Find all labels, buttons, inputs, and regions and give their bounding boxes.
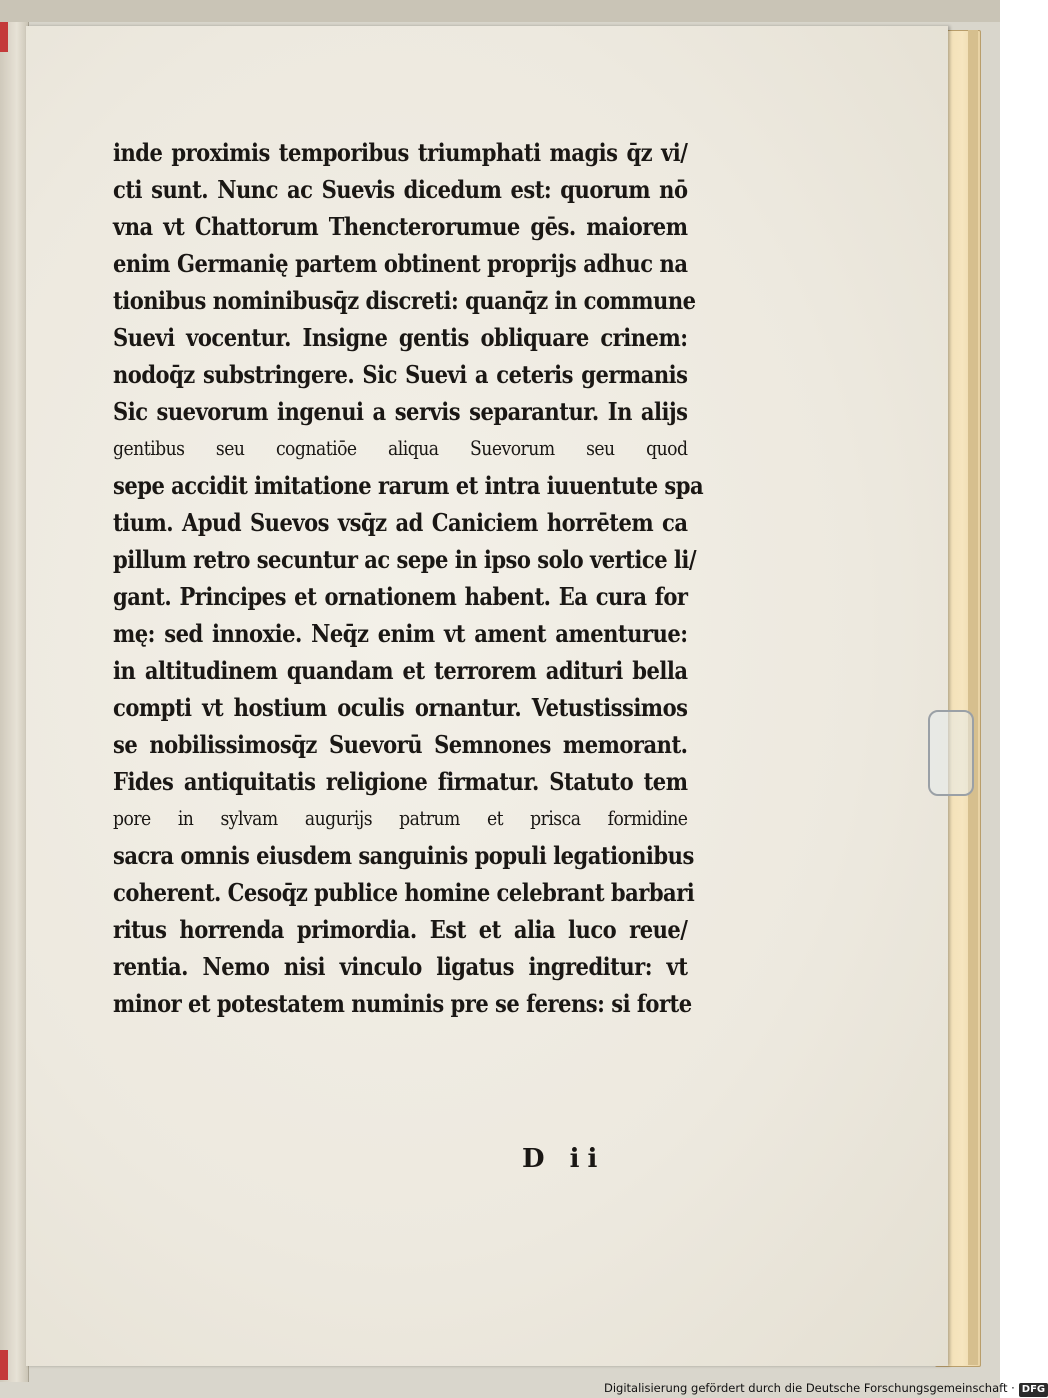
- signature-mark: D ii: [522, 1144, 606, 1174]
- page-text-block: [113, 134, 704, 1022]
- book-page: [26, 26, 948, 1366]
- book-cover-left: [0, 22, 29, 1382]
- spine-bookmark-top: [0, 22, 8, 52]
- dfg-logo: DFG: [1019, 1383, 1048, 1397]
- text-line: rentia. Nemo nisi vinculo ligatus ingreditur: vt: [113, 952, 688, 981]
- text-line: tionibus nominibusq̄z discreti: quanq̄z in commune: [113, 286, 696, 315]
- text-line: Sic suevorum ingenui a servis separantur. In alijs: [113, 397, 688, 426]
- text-line: nodoq̄z substringere. Sic Suevi a ceteris germanis: [113, 360, 688, 389]
- spine-bookmark-bottom: [0, 1350, 8, 1380]
- text-line: gant. Principes et ornationem habent. Ea cura for: [113, 582, 688, 611]
- text-line: Suevi vocentur. Insigne gentis obliquare crinem:: [113, 323, 688, 352]
- text-line: compti vt hostium oculis ornantur. Vetustissimos: [113, 693, 688, 722]
- footer-credit-text: Digitalisierung gefördert durch die Deutsche Forschungsgemeinschaft ·: [604, 1381, 1015, 1395]
- text-line: enim Germanię partem obtinent proprijs adhuc na: [113, 249, 688, 278]
- text-line: cti sunt. Nunc ac Suevis dicedum est: quorum nō: [113, 175, 688, 204]
- text-line: inde proximis temporibus triumphati magis q̄z vi/: [113, 138, 688, 167]
- text-line: sepe accidit imitatione rarum et intra iuuentute spa: [113, 471, 704, 500]
- text-line: in altitudinem quandam et terrorem adituri bella: [113, 656, 688, 685]
- text-line: mę: sed innoxie. Neq̄z enim vt ament amenturue:: [113, 619, 688, 648]
- text-line: coherent. Cesoq̄z publice homine celebrant barbari: [113, 878, 695, 907]
- text-line: vna vt Chattorum Thencterorumue gēs. maiorem: [113, 212, 688, 241]
- text-line: Fides antiquitatis religione firmatur. Statuto tem: [113, 767, 688, 796]
- text-line: tium. Apud Suevos vsq̄z ad Caniciem horrētem ca: [113, 508, 688, 537]
- text-line: minor et potestatem numinis pre se ferens: si forte: [113, 989, 692, 1018]
- text-line: gentibus seu cognatiōe aliqua Suevorum seu quod: [113, 436, 688, 460]
- book-board-edge: [968, 30, 978, 1365]
- text-line: pillum retro secuntur ac sepe in ipso solo vertice li/: [113, 545, 697, 574]
- text-line: pore in sylvam augurijs patrum et prisca formidine: [113, 806, 688, 830]
- text-line: sacra omnis eiusdem sanguinis populi legationibus: [113, 841, 694, 870]
- book-clasp: [928, 710, 974, 796]
- text-line: ritus horrenda primordia. Est et alia luco reue/: [113, 915, 688, 944]
- scan-top-edge: [0, 0, 1000, 22]
- text-line: se nobilissimosq̄z Suevorū Semnones memorant.: [113, 730, 688, 759]
- digitization-footer: [604, 1378, 1048, 1398]
